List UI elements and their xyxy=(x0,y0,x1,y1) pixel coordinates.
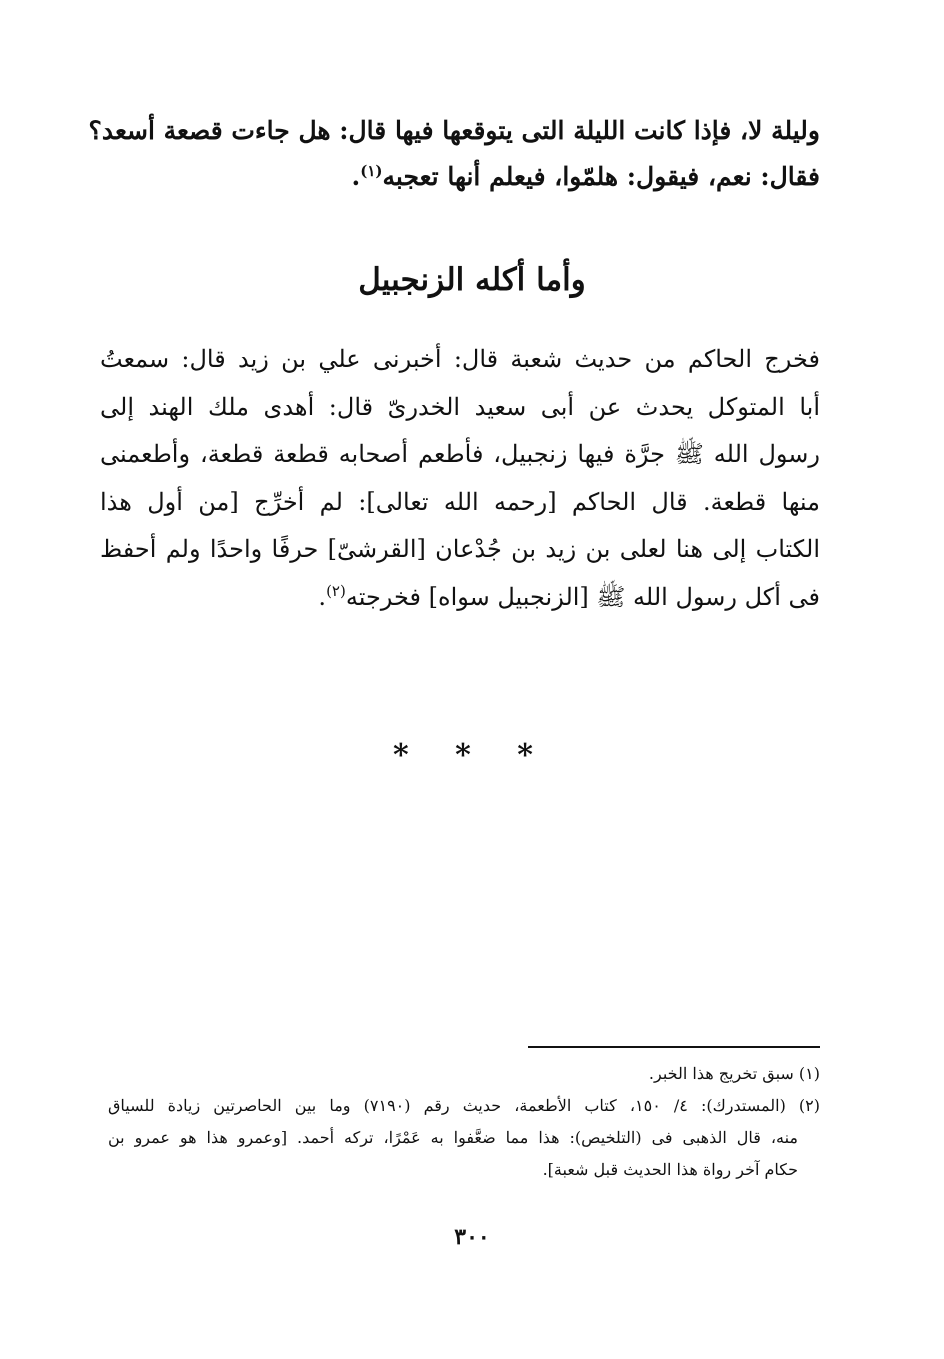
body-paragraph xyxy=(100,336,820,624)
sentence-end: . xyxy=(351,162,361,191)
section-separator: * * * xyxy=(393,738,551,773)
section-heading: وأما أكله الزنجبيل xyxy=(358,262,586,298)
footnote-ref-1[interactable]: (١) xyxy=(360,162,383,180)
text-line: أبا المتوكل يحدث عن أبى سعيد الخدرىّ قال: أهدى ملك الهند إلى xyxy=(100,392,820,421)
footnotes xyxy=(108,1058,820,1186)
footnote-2-line: حكام آخر رواة هذا الحديث قبل شعبة]. xyxy=(542,1160,798,1179)
footnote-2-line: منه، قال الذهبى فى (التلخيص): هذا مما ضعَّفوا به عَمْرًا، تركه أحمد. [وعمرو هذا هو عمرو بن xyxy=(108,1128,798,1147)
text-line: فخرج الحاكم من حديث شعبة قال: أخبرنى علي بن زيد قال: سمعتُ xyxy=(100,345,821,373)
sentence-end: . xyxy=(318,582,327,611)
text-line-content: فقال: نعم، فيقول: هلمّوا، فيعلم أنها تعجبه xyxy=(382,162,820,191)
intro-paragraph xyxy=(88,108,820,203)
footnote-ref-2[interactable]: (٢) xyxy=(326,581,346,600)
text-line xyxy=(100,154,820,203)
text-line: رسول الله ﷺ جرَّة فيها زنجبيل، فأطعم أصحابه قطعة قطعة، وأطعمنى xyxy=(100,440,820,468)
page-number: ٣٠٠ xyxy=(454,1224,490,1250)
text-line: منها قطعة. قال الحاكم [رحمه الله تعالى]: لم أخرِّج [من أول هذا xyxy=(100,487,820,516)
text-line-content: فى أكل رسول الله ﷺ [الزنجبيل سواه] فخرجته xyxy=(345,582,820,611)
footnote-2-line: (٢) (المستدرك): ٤/ ١٥٠، كتاب الأطعمة، حديث رقم (٧١٩٠) وما بين الحاصرتين زيادة للسياق xyxy=(108,1096,820,1115)
footnote-1: (١) سبق تخريج هذا الخبر. xyxy=(648,1064,820,1083)
text-line: الكتاب إلى هنا لعلى بن زيد بن جُدْعان [القرشىّ] حرفًا واحدًا ولم أحفظ xyxy=(100,535,820,563)
text-line xyxy=(100,574,820,625)
footnote-divider xyxy=(528,1046,820,1048)
text-line: وليلة لا، فإذا كانت الليلة التى يتوقعها فيها قال: هل جاءت قصعة أسعد؟ xyxy=(88,116,820,145)
